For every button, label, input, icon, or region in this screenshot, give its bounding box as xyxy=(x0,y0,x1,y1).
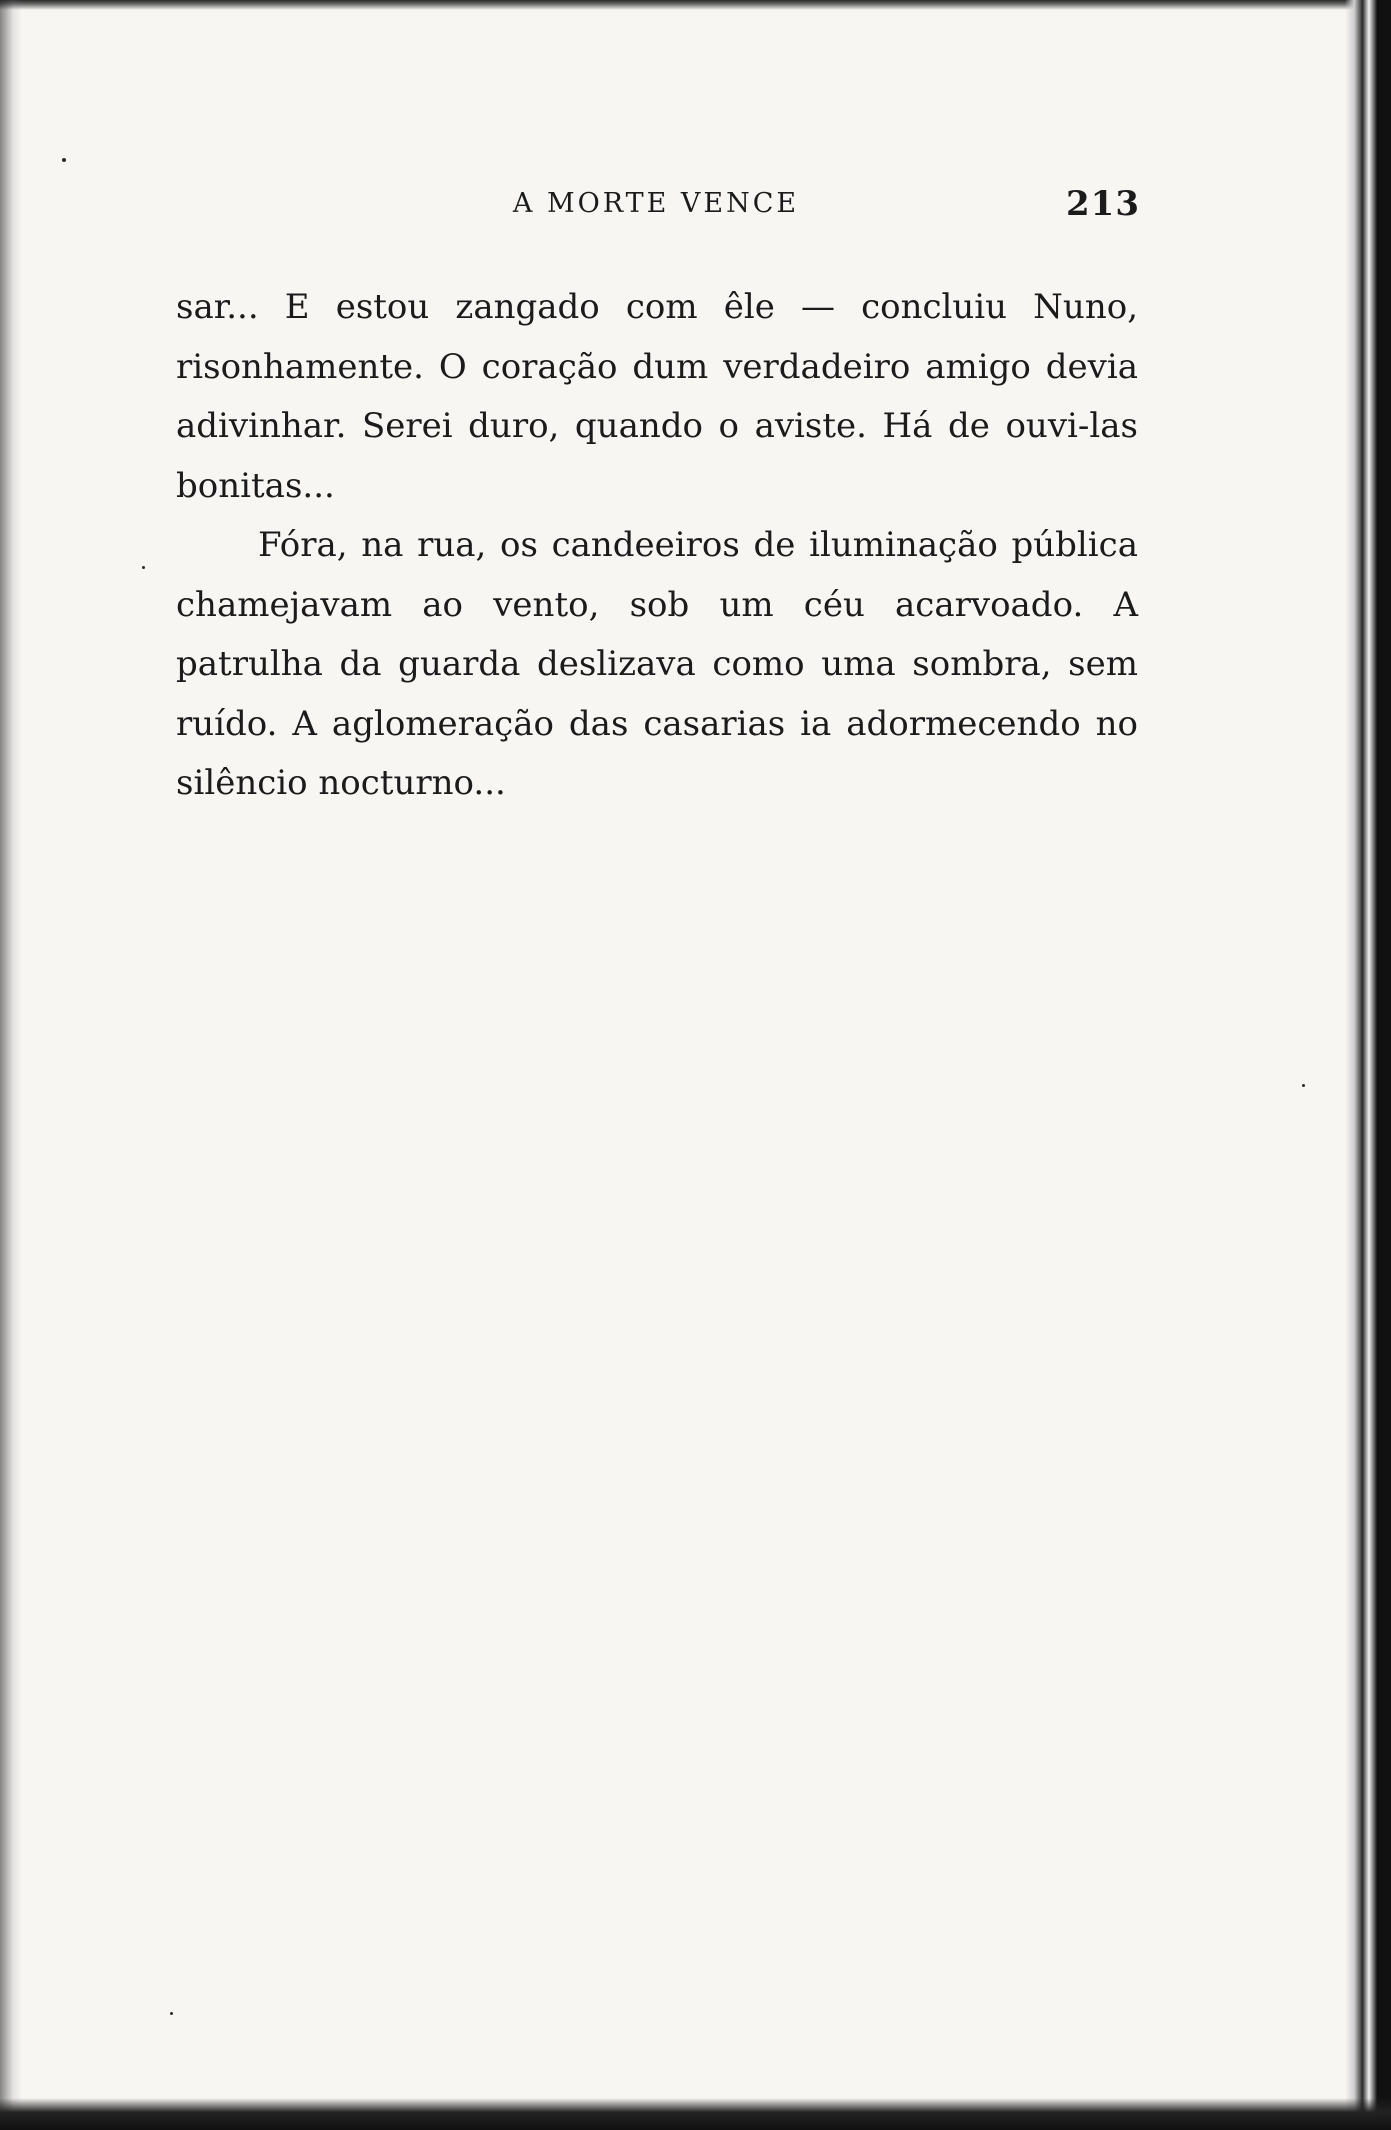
page-bottom-edge xyxy=(0,2098,1391,2130)
body-text xyxy=(176,278,1138,814)
page-top-edge xyxy=(0,0,1391,10)
ink-speck xyxy=(142,566,145,569)
page-left-edge xyxy=(0,0,22,2130)
ink-speck xyxy=(1302,1084,1305,1087)
running-title: A MORTE VENCE xyxy=(512,188,800,219)
ink-speck xyxy=(62,158,66,162)
page-right-edge xyxy=(1345,0,1391,2130)
page-header xyxy=(172,184,1140,228)
paragraph: Fóra, na rua, os candeeiros de iluminação pública chamejavam ao vento, sob um céu acarvoado. A patrulha da guarda deslizava como uma sombra, sem ruído. A aglomeração das casarias ia adormecendo no silêncio nocturno... xyxy=(176,525,1138,803)
ink-speck xyxy=(170,2012,173,2015)
paragraph-continuation: sar... E estou zangado com êle — concluiu Nuno, risonhamente. O coração dum verdadeiro amigo devia adivinhar. Serei duro, quando o aviste. Há de ouvi-las bonitas... xyxy=(176,287,1138,506)
page-number: 213 xyxy=(1066,184,1140,224)
